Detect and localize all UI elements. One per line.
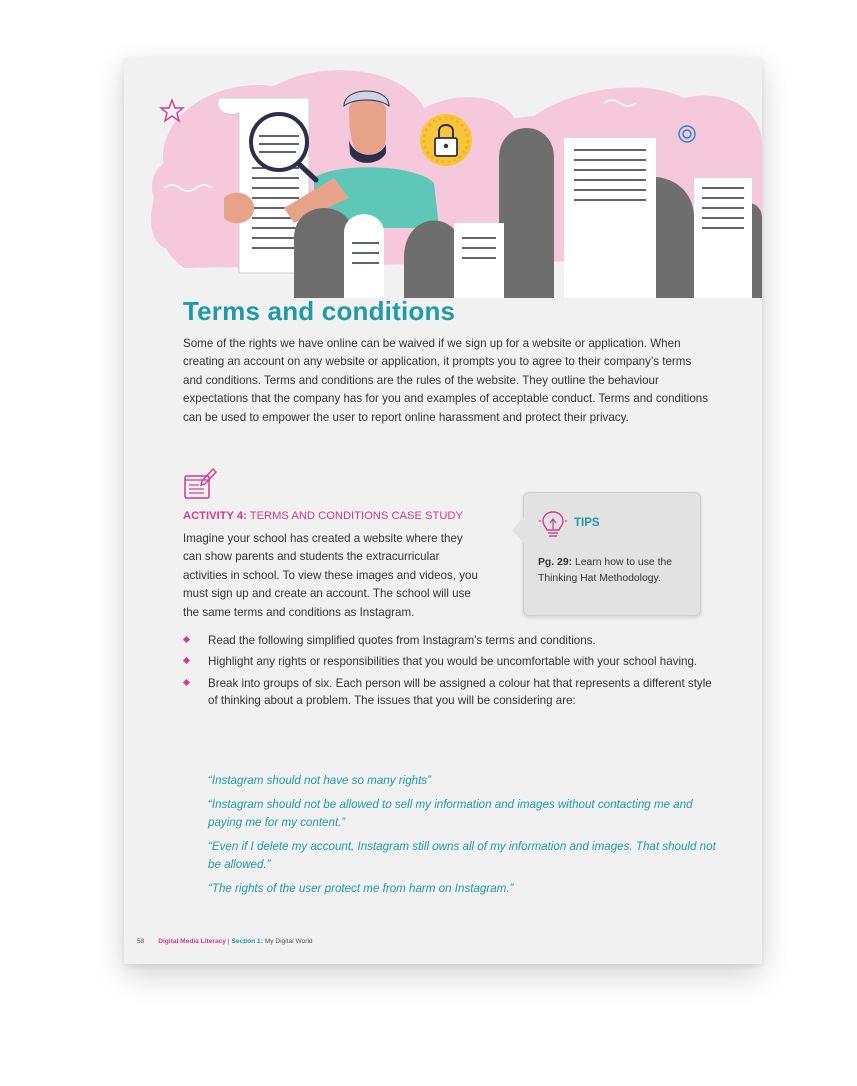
instruction-list	[183, 632, 723, 714]
activity-heading	[183, 510, 463, 522]
padlock-badge-icon	[420, 114, 472, 166]
bullet-diamond-icon	[183, 636, 190, 643]
pink-cloud-shape-2	[151, 155, 204, 248]
tips-box	[523, 492, 701, 616]
page-title: Terms and conditions	[183, 296, 456, 326]
list-item	[183, 632, 723, 649]
intro-paragraph: Some of the rights we have online can be waived if we sign up for a website or application. When creating an account on any website or application, it prompts you to agree to their company’s terms and conditions. Terms and conditions are the rules of the website. They outline the behaviour expectations that the company has for you and examples of acceptable conduct. Terms and conditions can be used to empower the user to report online harassment and protect their privacy.	[183, 337, 709, 424]
activity-title: TERMS AND CONDITIONS CASE STUDY	[249, 510, 463, 522]
tips-description: Learn how to use the Thinking Hat Methodology.	[538, 557, 673, 584]
quote: “Instagram should not have so many rights”	[208, 774, 431, 787]
book-title: Digital Media Literacy	[158, 938, 226, 945]
list-item	[183, 653, 723, 670]
document-page	[124, 58, 762, 964]
hero-illustration	[124, 58, 762, 298]
section-title: My Digital World	[262, 938, 313, 945]
quote: “The rights of the user protect me from harm on Instagram.”	[208, 882, 514, 896]
bullet-diamond-icon	[183, 657, 190, 664]
quote: “Even if I delete my account, Instagram still owns all of my information and images. That should not be allowed.”	[208, 840, 716, 871]
list-item-text: Break into groups of six. Each person will be assigned a colour hat that represents a different style of thinking about a problem. The issues that you will be considering are:	[208, 676, 712, 708]
footer-separator: |	[225, 938, 232, 945]
quote: “Instagram should not be allowed to sell my information and images without contacting me and paying me for my content.”	[208, 798, 693, 829]
lightbulb-icon	[538, 509, 568, 539]
activity-label: ACTIVITY 4:	[183, 510, 247, 522]
list-item	[183, 675, 723, 710]
tips-label: TIPS	[574, 517, 600, 529]
page-number: 58	[137, 938, 145, 945]
quote-list	[208, 772, 728, 904]
activity-body: Imagine your school has created a website where they can show parents and students the extracurricular activities in school. To view these images and videos, you must sign up and create an account. The school will use the same terms and conditions as Instagram.	[183, 532, 478, 619]
notebook-pencil-icon	[182, 466, 218, 502]
tips-page-ref: Pg. 29:	[538, 557, 573, 568]
section-label: Section 1:	[231, 938, 263, 945]
list-item-text: Read the following simplified quotes from Instagram’s terms and conditions.	[208, 634, 596, 647]
tips-pointer	[512, 517, 524, 543]
list-item-text: Highlight any rights or responsibilities that you would be uncomfortable with your school having.	[208, 655, 698, 669]
bullet-diamond-icon	[183, 679, 190, 686]
tips-text	[538, 555, 693, 587]
page-footer	[137, 938, 313, 945]
